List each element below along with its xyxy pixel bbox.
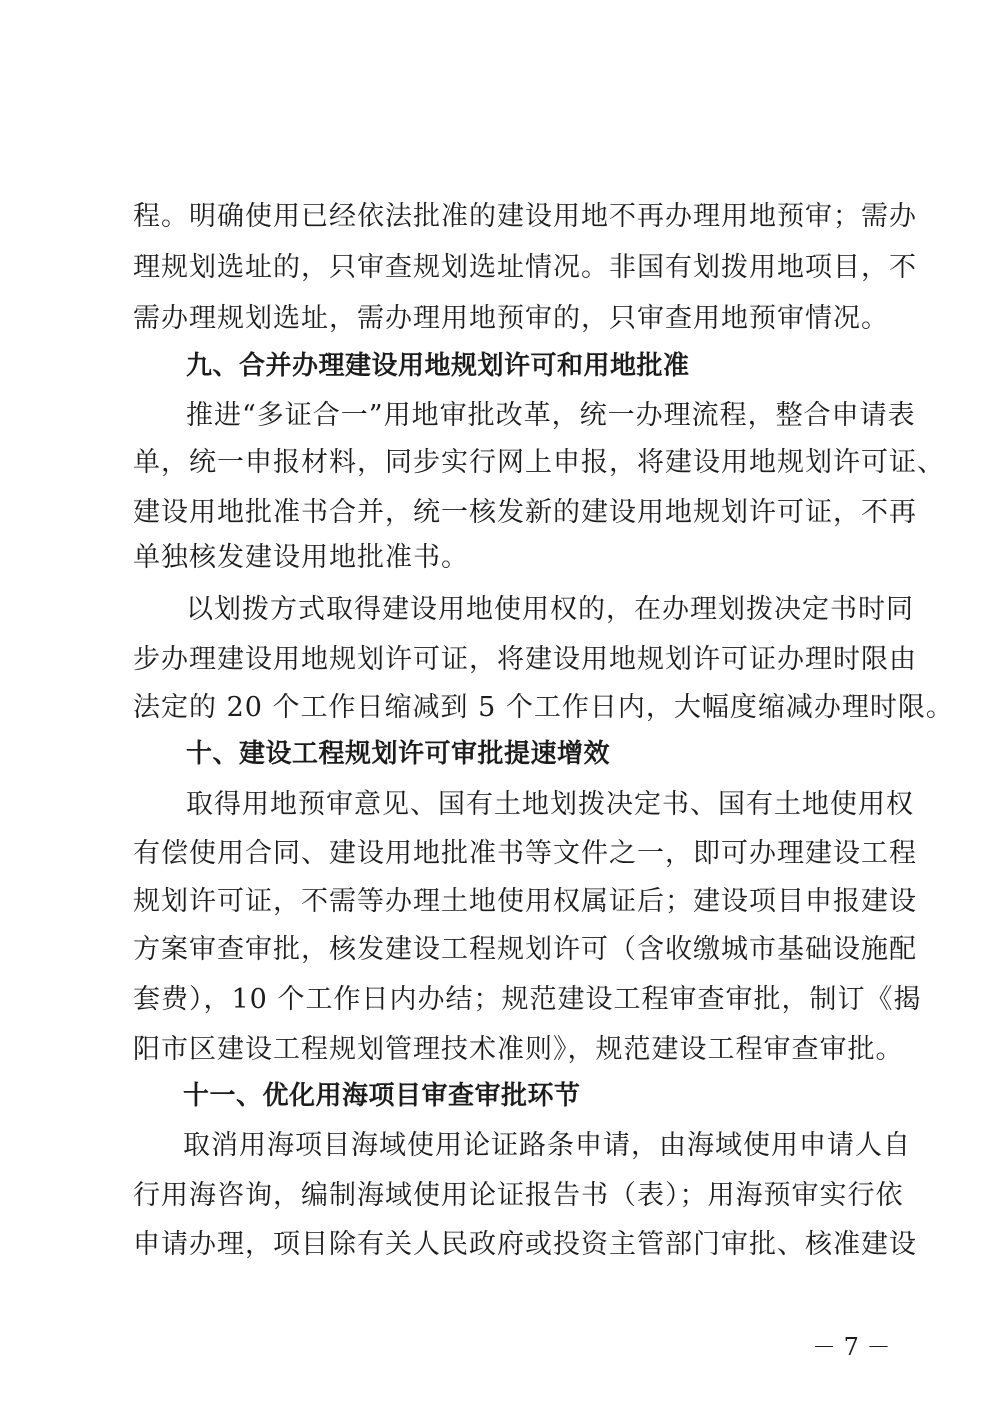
body-text-line: 单，统一申报材料，同步实行网上申报，将建设用地规划许可证、 bbox=[133, 447, 945, 478]
page-number: － 7 － bbox=[812, 1333, 891, 1361]
body-text-line: 单独核发建设用地批准书。 bbox=[133, 542, 469, 573]
body-text-line: 行用海咨询，编制海域使用论证报告书（表）；用海预审实行依 bbox=[133, 1180, 904, 1211]
body-text-line: 有偿使用合同、建设用地批准书等文件之一，即可办理建设工程 bbox=[133, 838, 917, 869]
body-text-line: 需办理规划选址，需办理用地预审的，只审查用地预审情况。 bbox=[133, 303, 889, 334]
body-text-line: 申请办理，项目除有关人民政府或投资主管部门审批、核准建设 bbox=[133, 1229, 917, 1260]
body-text-line: 取消用海项目海域使用论证路条申请，由海域使用申请人自 bbox=[183, 1130, 911, 1161]
body-text-line: 程。明确使用已经依法批准的建设用地不再办理用地预审；需办 bbox=[133, 201, 917, 232]
body-text-line: 方案审查审批，核发建设工程规划许可（含收缴城市基础设施配 bbox=[133, 934, 917, 965]
body-text-line: 建设用地批准书合并，统一核发新的建设用地规划许可证，不再 bbox=[133, 497, 917, 528]
body-text-line: 套费），10 个工作日内办结；规范建设工程审查审批，制订《揭 bbox=[133, 984, 922, 1015]
body-text-line: 取得用地预审意见、国有土地划拨决定书、国有土地使用权 bbox=[186, 789, 914, 820]
body-text-line: 理规划选址的，只审查规划选址情况。非国有划拨用地项目，不 bbox=[133, 252, 917, 283]
section-heading-11: 十一、优化用海项目审查审批环节 bbox=[183, 1081, 581, 1111]
body-text-line: 阳市区建设工程规划管理技术准则》，规范建设工程审查审批。 bbox=[133, 1034, 904, 1065]
section-heading-10: 十、建设工程规划许可审批提速增效 bbox=[186, 739, 611, 769]
body-text-line: 推进“多证合一”用地审批改革，统一办理流程，整合申请表 bbox=[186, 400, 916, 431]
body-text-line: 以划拨方式取得建设用地使用权的，在办理划拨决定书时同 bbox=[186, 594, 914, 625]
body-text-line: 步办理建设用地规划许可证，将建设用地规划许可证办理时限由 bbox=[133, 644, 917, 675]
body-text-line: 规划许可证，不需等办理土地使用权属证后；建设项目申报建设 bbox=[133, 886, 917, 917]
section-heading-9: 九、合并办理建设用地规划许可和用地批准 bbox=[186, 351, 690, 381]
body-text-line: 法定的 20 个工作日缩减到 5 个工作日内，大幅度缩减办理时限。 bbox=[133, 692, 954, 723]
